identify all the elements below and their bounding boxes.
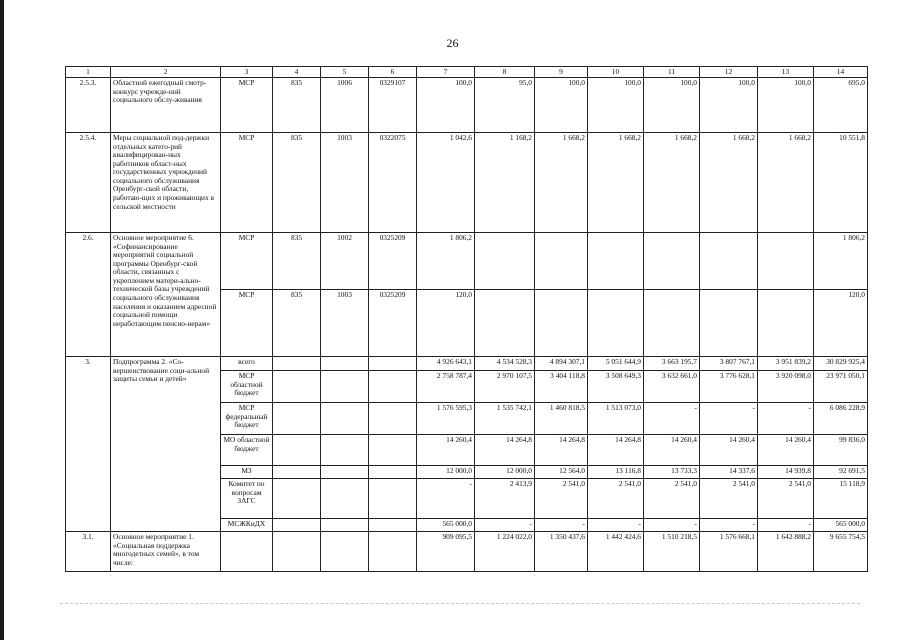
- page-number: 26: [446, 36, 459, 50]
- total-cell: 23 971 050,1: [814, 371, 868, 403]
- value-cell: -: [417, 479, 475, 519]
- value-cell: 1 442 424,6: [588, 532, 644, 572]
- empty-cell: [758, 290, 814, 357]
- item-number: 3.1.: [66, 532, 111, 572]
- column-number: 4: [273, 67, 321, 78]
- value-cell: 565 000,0: [417, 519, 475, 532]
- item-description: Основное мероприятие 1. «Социальная поддержка многодетных семей», в том числе:: [111, 532, 221, 572]
- empty-cell: [321, 479, 369, 519]
- value-cell: 13 116,8: [588, 466, 644, 479]
- code-grbs: 835: [273, 290, 321, 357]
- code-section: 1006: [321, 78, 369, 133]
- code-section: 1003: [321, 290, 369, 357]
- empty-cell: [273, 435, 321, 466]
- code-section: 1003: [321, 133, 369, 233]
- executor: МЗ: [221, 466, 273, 479]
- value-cell: 2 758 787,4: [417, 371, 475, 403]
- empty-cell: [369, 466, 417, 479]
- value-cell: -: [644, 403, 700, 435]
- value-cell: 12 000,0: [475, 466, 535, 479]
- total-cell: 92 691,5: [814, 466, 868, 479]
- value-cell: 2 541,0: [758, 479, 814, 519]
- total-cell: 120,0: [814, 290, 868, 357]
- item-description: Основное мероприятие 6. «Софинансирование мероприятий социальной программы Оренбург-ской области, связанных с укреплением матери-ально-технической базы учреждений социального обслуживания населения и оказанием адресной социальной помощи неработающим пенсио-нерам»: [111, 233, 221, 357]
- value-cell: 1 642 888,2: [758, 532, 814, 572]
- code-target: 0329107: [369, 78, 417, 133]
- value-cell: -: [535, 519, 588, 532]
- value-cell: -: [758, 519, 814, 532]
- total-cell: 15 118,9: [814, 479, 868, 519]
- value-cell: 3 920 098,0: [758, 371, 814, 403]
- empty-cell: [369, 479, 417, 519]
- value-cell: 14 260,4: [644, 435, 700, 466]
- executor: МСЖКиДХ: [221, 519, 273, 532]
- value-cell: 1 668,2: [588, 133, 644, 233]
- value-cell: 12 564,0: [535, 466, 588, 479]
- item-description: Подпрограмма 2. «Со-вершенствование соци-альной защиты семьи и детей»: [111, 357, 221, 532]
- empty-cell: [644, 290, 700, 357]
- total-cell: 565 000,0: [814, 519, 868, 532]
- value-cell: 3 951 839,2: [758, 357, 814, 371]
- column-number: 8: [475, 67, 535, 78]
- budget-table: [65, 66, 868, 572]
- value-cell: 5 051 644,9: [588, 357, 644, 371]
- empty-cell: [475, 233, 535, 290]
- value-cell: 1 513 073,0: [588, 403, 644, 435]
- value-cell: 12 000,0: [417, 466, 475, 479]
- empty-cell: [369, 435, 417, 466]
- value-cell: 909 095,5: [417, 532, 475, 572]
- empty-cell: [321, 357, 369, 371]
- empty-cell: [369, 519, 417, 532]
- code-target: 0325209: [369, 233, 417, 290]
- code-target: 0322075: [369, 133, 417, 233]
- empty-cell: [273, 479, 321, 519]
- total-cell: 99 836,0: [814, 435, 868, 466]
- empty-cell: [644, 233, 700, 290]
- executor: МСР: [221, 78, 273, 133]
- value-cell: 1 460 818,5: [535, 403, 588, 435]
- empty-cell: [321, 371, 369, 403]
- executor: Комитет по вопросам ЗАГС: [221, 479, 273, 519]
- empty-cell: [321, 519, 369, 532]
- empty-cell: [700, 233, 758, 290]
- empty-cell: [369, 371, 417, 403]
- total-cell: 1 806,2: [814, 233, 868, 290]
- value-cell: -: [644, 519, 700, 532]
- executor: МСР: [221, 133, 273, 233]
- value-cell: 100,0: [417, 78, 475, 133]
- item-number: 3.: [66, 357, 111, 532]
- value-cell: 3 632 661,0: [644, 371, 700, 403]
- column-number: 13: [758, 67, 814, 78]
- value-cell: 2 541,0: [535, 479, 588, 519]
- value-cell: 100,0: [758, 78, 814, 133]
- table-row: [66, 233, 868, 290]
- value-cell: 120,0: [417, 290, 475, 357]
- value-cell: 1 668,2: [644, 133, 700, 233]
- binding-edge: [0, 0, 4, 640]
- empty-cell: [475, 290, 535, 357]
- value-cell: 14 264,8: [475, 435, 535, 466]
- value-cell: 1 224 022,0: [475, 532, 535, 572]
- value-cell: 4 534 528,3: [475, 357, 535, 371]
- value-cell: 1 576 668,1: [700, 532, 758, 572]
- total-cell: 30 829 925,4: [814, 357, 868, 371]
- value-cell: 1 668,2: [700, 133, 758, 233]
- value-cell: 1 668,2: [758, 133, 814, 233]
- empty-cell: [273, 403, 321, 435]
- value-cell: 14 337,6: [700, 466, 758, 479]
- value-cell: 13 733,3: [644, 466, 700, 479]
- column-number: 6: [369, 67, 417, 78]
- executor: МСР областной бюджет: [221, 371, 273, 403]
- code-grbs: 835: [273, 78, 321, 133]
- value-cell: 100,0: [644, 78, 700, 133]
- empty-cell: [273, 466, 321, 479]
- executor: МСР федеральный бюджет: [221, 403, 273, 435]
- column-number: 10: [588, 67, 644, 78]
- column-number: 1: [66, 67, 111, 78]
- table-row: [66, 357, 868, 371]
- total-cell: 9 655 754,5: [814, 532, 868, 572]
- value-cell: 14 260,4: [758, 435, 814, 466]
- total-cell: 6 086 228,9: [814, 403, 868, 435]
- executor: всего: [221, 357, 273, 371]
- empty-cell: [273, 519, 321, 532]
- value-cell: 2 541,0: [644, 479, 700, 519]
- item-description: Меры социальной под-держки отдельных катего-рий квалифицирован-ных работников област-ных государственных учреждений социального обслуживания Оренбург-ской области, работаю-щих и проживающих в сельской местности: [111, 133, 221, 233]
- value-cell: 3 404 118,8: [535, 371, 588, 403]
- value-cell: 14 264,8: [535, 435, 588, 466]
- value-cell: 95,0: [475, 78, 535, 133]
- value-cell: -: [475, 519, 535, 532]
- value-cell: 2 541,0: [700, 479, 758, 519]
- value-cell: 3 663 195,7: [644, 357, 700, 371]
- value-cell: 3 776 628,1: [700, 371, 758, 403]
- item-description: Областной ежегодный смотр-конкурс учрежде-ний социального обслу-живания: [111, 78, 221, 133]
- empty-cell: [369, 532, 417, 572]
- value-cell: 1 042,6: [417, 133, 475, 233]
- table-row: [66, 532, 868, 572]
- table-row: [66, 78, 868, 133]
- column-number: 2: [111, 67, 221, 78]
- empty-cell: [273, 532, 321, 572]
- empty-cell: [588, 290, 644, 357]
- scan-artifact-line: [60, 603, 860, 604]
- value-cell: 1 168,2: [475, 133, 535, 233]
- empty-cell: [273, 371, 321, 403]
- value-cell: -: [700, 403, 758, 435]
- value-cell: 14 264,8: [588, 435, 644, 466]
- empty-cell: [321, 403, 369, 435]
- column-number: 7: [417, 67, 475, 78]
- value-cell: -: [758, 403, 814, 435]
- value-cell: 14 939,8: [758, 466, 814, 479]
- value-cell: 1 535 742,1: [475, 403, 535, 435]
- empty-cell: [321, 466, 369, 479]
- value-cell: 1 350 437,6: [535, 532, 588, 572]
- column-number: 12: [700, 67, 758, 78]
- total-cell: 695,0: [814, 78, 868, 133]
- column-number-row: [66, 67, 868, 78]
- value-cell: 1 668,2: [535, 133, 588, 233]
- value-cell: 3 807 767,1: [700, 357, 758, 371]
- value-cell: 1 806,2: [417, 233, 475, 290]
- empty-cell: [588, 233, 644, 290]
- column-number: 9: [535, 67, 588, 78]
- table-row: [66, 133, 868, 233]
- value-cell: 100,0: [588, 78, 644, 133]
- value-cell: 1 510 218,5: [644, 532, 700, 572]
- empty-cell: [273, 357, 321, 371]
- value-cell: 2 541,0: [588, 479, 644, 519]
- value-cell: 4 894 307,1: [535, 357, 588, 371]
- empty-cell: [535, 290, 588, 357]
- executor: МСР: [221, 233, 273, 290]
- total-cell: 10 551,8: [814, 133, 868, 233]
- code-grbs: 835: [273, 133, 321, 233]
- executor: МСР: [221, 290, 273, 357]
- empty-cell: [321, 532, 369, 572]
- column-number: 11: [644, 67, 700, 78]
- value-cell: 1 576 595,3: [417, 403, 475, 435]
- item-number: 2.6.: [66, 233, 111, 357]
- column-number: 5: [321, 67, 369, 78]
- value-cell: 100,0: [535, 78, 588, 133]
- empty-cell: [369, 357, 417, 371]
- item-number: 2.5.4.: [66, 133, 111, 233]
- item-number: 2.5.3.: [66, 78, 111, 133]
- value-cell: 4 926 643,1: [417, 357, 475, 371]
- code-section: 1002: [321, 233, 369, 290]
- empty-cell: [758, 233, 814, 290]
- value-cell: -: [588, 519, 644, 532]
- empty-cell: [700, 290, 758, 357]
- column-number: 3: [221, 67, 273, 78]
- executor: МО областной бюджет: [221, 435, 273, 466]
- value-cell: -: [700, 519, 758, 532]
- value-cell: 14 260,4: [700, 435, 758, 466]
- empty-cell: [221, 532, 273, 572]
- column-number: 14: [814, 67, 868, 78]
- value-cell: 2 413,9: [475, 479, 535, 519]
- empty-cell: [369, 403, 417, 435]
- value-cell: 14 260,4: [417, 435, 475, 466]
- value-cell: 100,0: [700, 78, 758, 133]
- empty-cell: [321, 435, 369, 466]
- value-cell: 3 508 649,3: [588, 371, 644, 403]
- value-cell: 2 970 107,5: [475, 371, 535, 403]
- code-grbs: 835: [273, 233, 321, 290]
- empty-cell: [535, 233, 588, 290]
- code-target: 0325209: [369, 290, 417, 357]
